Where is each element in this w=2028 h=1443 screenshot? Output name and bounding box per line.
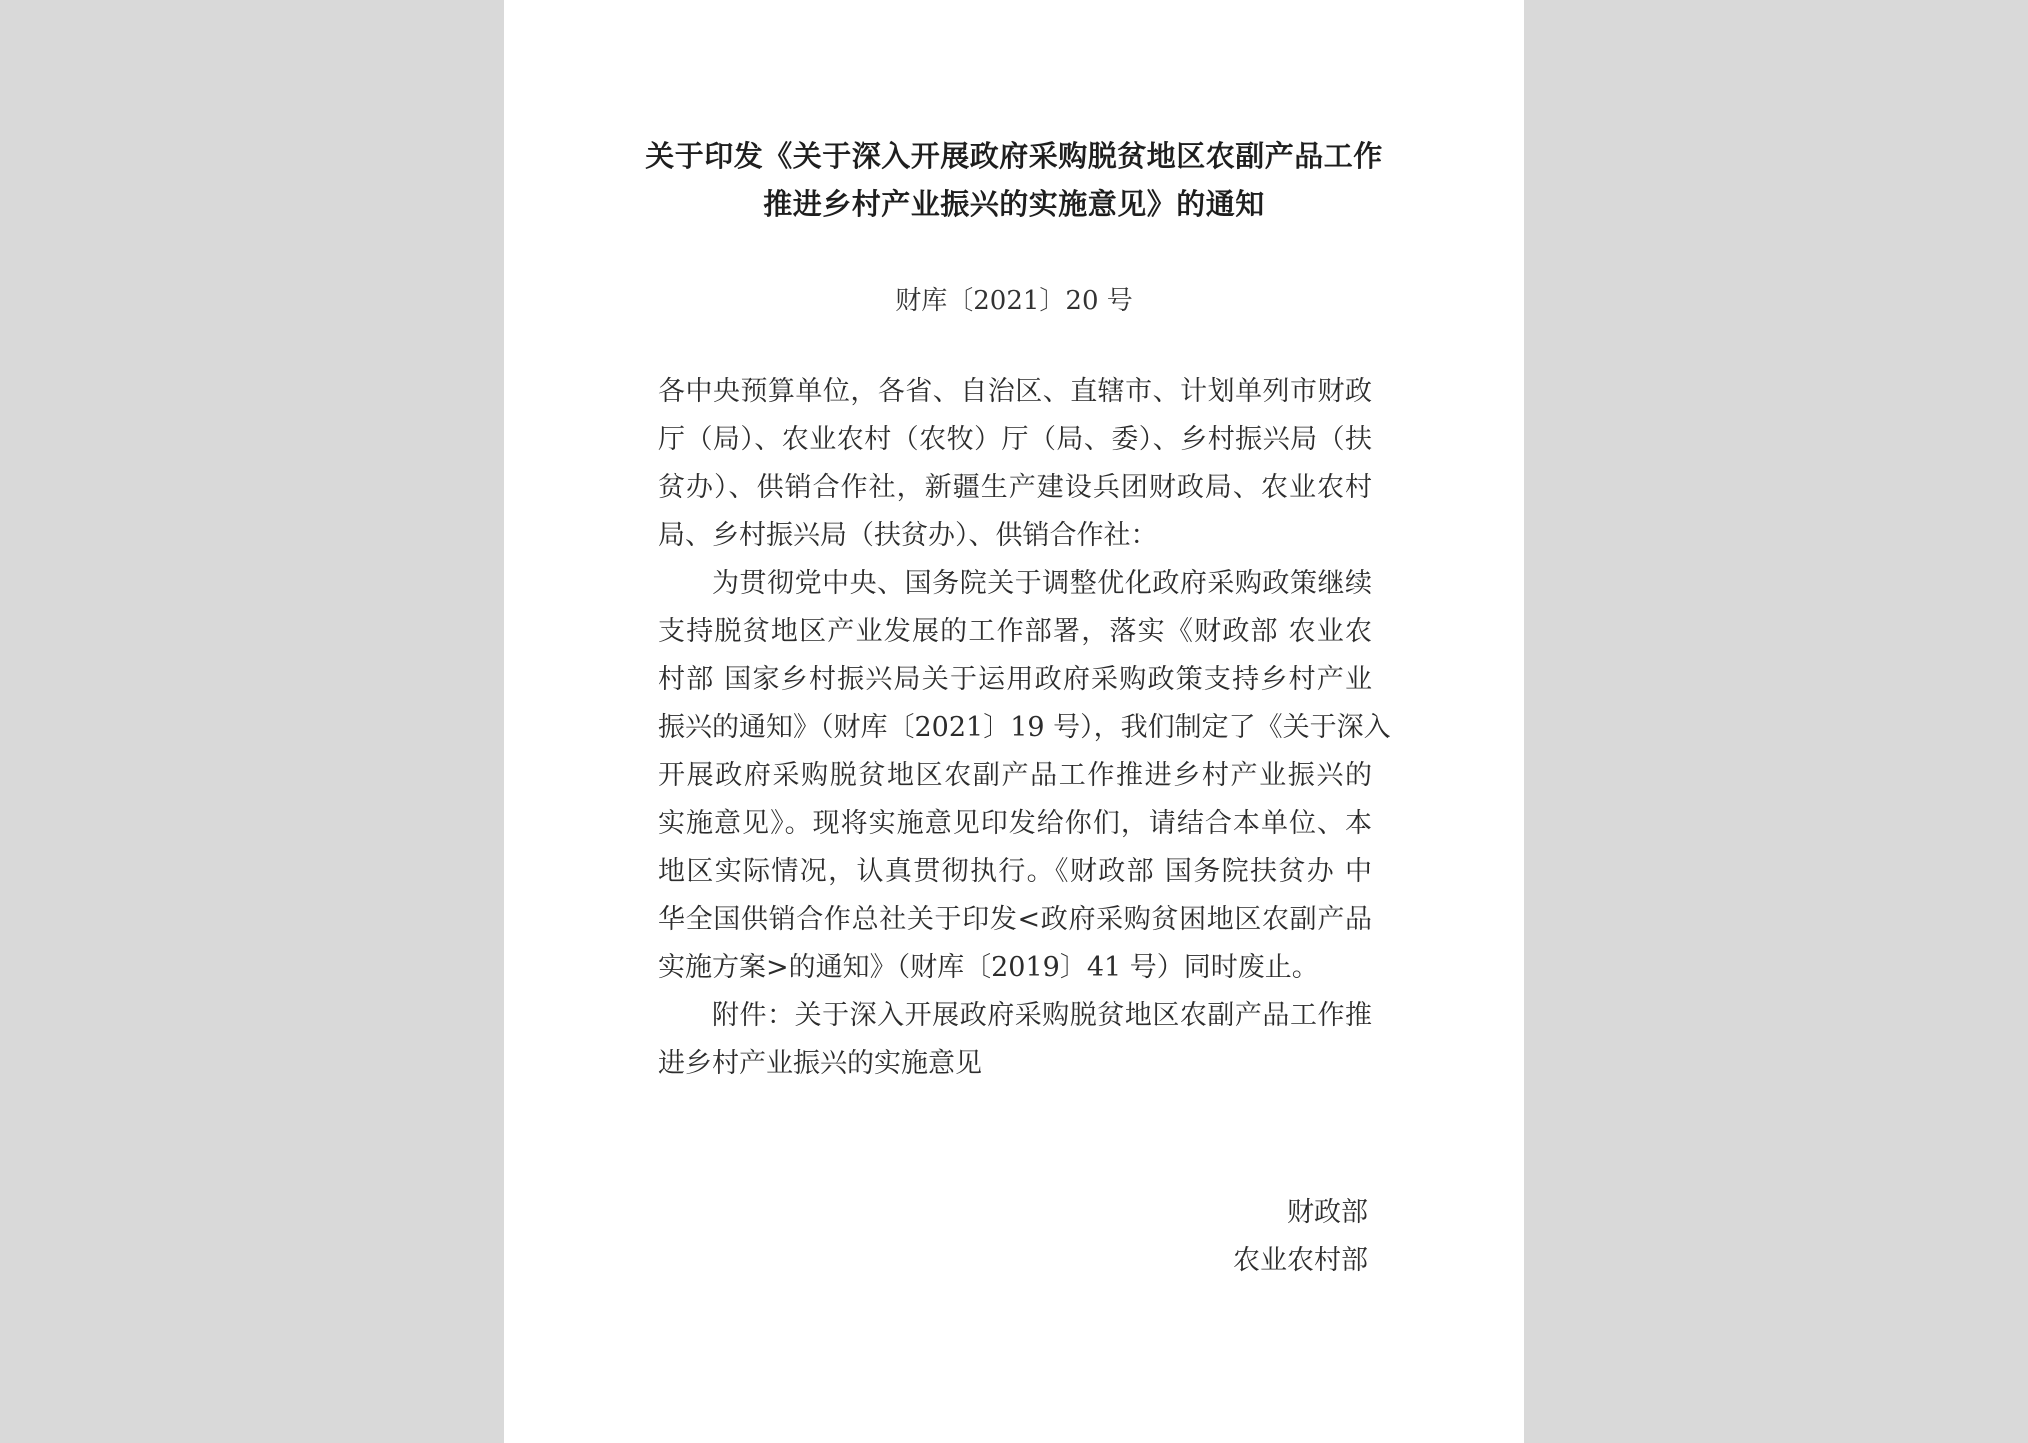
- document-title-line-1: 关于印发《关于深入开展政府采购脱贫地区农副产品工作: [645, 139, 1383, 173]
- body-line: 振兴的通知》（财库〔2021〕19 号），我们制定了《关于深入: [658, 712, 1391, 743]
- addressee-line: 局、乡村振兴局（扶贫办）、供销合作社：: [658, 520, 1158, 551]
- body-line: 实施意见》。现将实施意见印发给你们，请结合本单位、本: [658, 808, 1372, 839]
- body-line: 为贯彻党中央、国务院关于调整优化政府采购政策继续: [712, 568, 1372, 599]
- body-line: 开展政府采购脱贫地区农副产品工作推进乡村产业振兴的: [658, 760, 1372, 791]
- document-page: [504, 0, 1524, 1443]
- body-line: 支持脱贫地区产业发展的工作部署，落实《财政部 农业农: [658, 616, 1372, 647]
- body-line: 华全国供销合作总社关于印发<政府采购贫困地区农副产品: [658, 904, 1372, 935]
- addressee-line: 厅（局）、农业农村（农牧）厅（局、委）、乡村振兴局（扶: [658, 424, 1372, 455]
- addressee-line: 各中央预算单位，各省、自治区、直辖市、计划单列市财政: [658, 376, 1372, 407]
- body-line: 地区实际情况，认真贯彻执行。《财政部 国务院扶贫办 中: [658, 856, 1372, 887]
- attachment-line: 进乡村产业振兴的实施意见: [658, 1048, 982, 1079]
- signature-ministry-of-finance: 财政部: [1287, 1197, 1368, 1228]
- attachment-line: 附件：关于深入开展政府采购脱贫地区农副产品工作推: [712, 1000, 1372, 1031]
- signature-ministry-of-agriculture: 农业农村部: [1233, 1245, 1368, 1276]
- document-number: 财库〔2021〕20 号: [895, 286, 1133, 316]
- addressee-line: 贫办）、供销合作社，新疆生产建设兵团财政局、农业农村: [658, 472, 1372, 503]
- body-line: 实施方案>的通知》（财库〔2019〕41 号）同时废止。: [658, 952, 1319, 983]
- document-title-line-2: 推进乡村产业振兴的实施意见》的通知: [763, 187, 1265, 221]
- body-line: 村部 国家乡村振兴局关于运用政府采购政策支持乡村产业: [658, 664, 1372, 695]
